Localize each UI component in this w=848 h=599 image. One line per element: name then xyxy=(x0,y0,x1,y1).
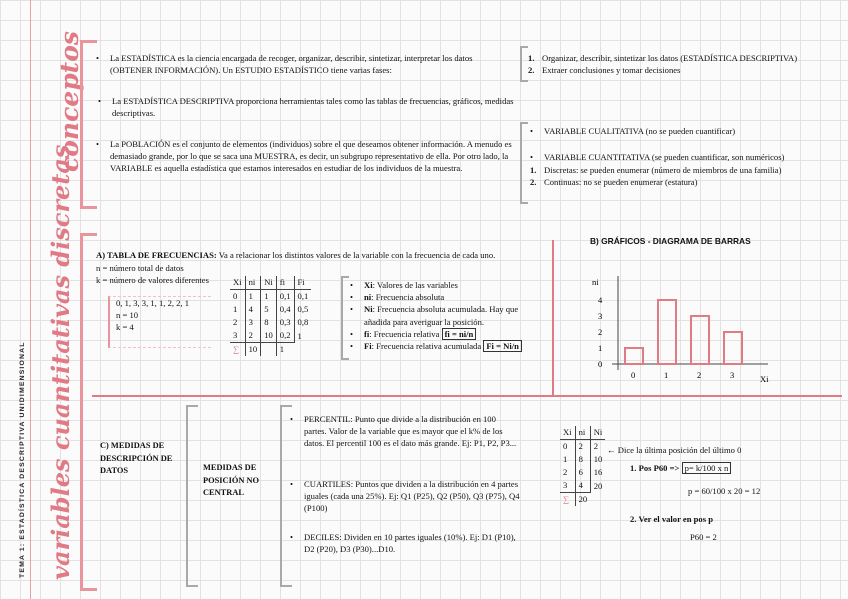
example-k: k = 4 xyxy=(116,322,134,333)
variable-qualitative: • VARIABLE CUALITATIVA (no se pueden cuantificar) xyxy=(544,125,834,137)
table-row: 1 4 5 0,4 0,5 xyxy=(230,303,311,316)
table-header-row xyxy=(230,276,311,290)
phases-bracket xyxy=(520,46,528,82)
n-definition: n = número total de datos xyxy=(96,263,184,273)
type-item: 1. Discretas: se pueden enumerar (número de miembros de una familia) xyxy=(530,165,782,175)
example-data: 0, 1, 3, 3, 1, 1, 2, 2, 1 xyxy=(116,298,190,308)
table-row: 2 6 16 xyxy=(560,466,605,479)
concepts-bracket xyxy=(80,40,97,209)
type-item: 2. Continuas: no se pueden enumerar (estatura) xyxy=(530,177,698,188)
Fi-formula: Fi = Ni/n xyxy=(483,340,522,352)
legend-item: • Xi: Valores de las variables xyxy=(364,279,544,291)
freq-legend xyxy=(364,279,544,352)
y-tick-label: 0 xyxy=(598,359,603,369)
phase-item: 2. Extraer conclusiones y tomar decisiones xyxy=(528,65,681,76)
header-xi: Xi xyxy=(230,276,245,290)
measures-bracket xyxy=(186,405,198,587)
header-ni: ni xyxy=(245,276,261,290)
y-tick-label: 1 xyxy=(598,343,603,353)
section-title-variables: variables cuantitativas discretas xyxy=(46,144,75,580)
example-table xyxy=(560,426,605,506)
freq-section-title: A) TABLA DE FRECUENCIAS: Va a relacionar los distintos valores de la variable con la frecuencia de cada uno. xyxy=(96,250,496,260)
x-tick-label: 0 xyxy=(631,370,636,380)
y-tick-label: 3 xyxy=(598,311,603,321)
variable-quantitative: • VARIABLE CUANTITATIVA (se pueden cuantificar, son numéricos) xyxy=(544,151,844,163)
concept-descriptive: • La ESTADÍSTICA DESCRIPTIVA proporciona herramientas tales como las tablas de frecuencias, gráficos, medidas descriptivas. xyxy=(112,95,532,119)
bar xyxy=(691,316,709,364)
measures-title: C) MEDIDAS DE DESCRIPCIÓN DE DATOS xyxy=(100,441,173,476)
total-ni: 10 xyxy=(245,343,261,357)
table-row: 0 1 1 0,1 0,1 xyxy=(230,290,311,304)
bar xyxy=(625,348,643,364)
example-note: ← Dice la última posición del último 0 xyxy=(607,445,742,455)
variable-types-bracket xyxy=(520,122,528,204)
y-axis-label: ni xyxy=(592,277,599,287)
x-tick-label: 3 xyxy=(730,370,735,380)
phases-list xyxy=(528,52,843,76)
table-total-row: ∑ 20 xyxy=(560,493,605,507)
y-tick-label: 4 xyxy=(598,295,603,305)
header-fi: fi xyxy=(276,276,294,290)
example-n: n = 10 xyxy=(116,310,139,321)
example-step1: 1. Pos P60 => p= k/100 x n xyxy=(630,462,731,474)
vertical-divider xyxy=(552,240,554,395)
example-result: P60 = 2 xyxy=(690,532,717,542)
example-data-box xyxy=(108,296,211,348)
topic-label: TEMA 1: ESTADÍSTICA DESCRIPTIVA UNIDIMENSIONAL xyxy=(19,341,26,578)
fi-formula: fi = ni/n xyxy=(442,328,477,340)
y-tick-label: 2 xyxy=(598,327,603,337)
section-title-conceptos: conceptos xyxy=(55,31,84,172)
header-Ni: Ni xyxy=(261,276,277,290)
k-definition: k = número de valores diferentes xyxy=(96,275,209,285)
concept-population: • La POBLACIÓN es el conjunto de elementos (individuos) sobre el que deseamos obtener información. A menudo es demasiado grande, por lo que se saca una MUESTRA, es decir, un subgrupo representativo de ella. Por otro lado, la VARIABLE es aquella estadística que estamos interesados en estudiar de los individuos de la muestra. xyxy=(110,138,515,175)
total-fi: 1 xyxy=(276,343,294,357)
table-total-row: ∑ 10 1 xyxy=(230,343,311,357)
legend-item: • Fi: Frecuencia relativa acumulada Fi = Ni/n xyxy=(364,340,544,352)
phase-item: 1. Organizar, describir, sintetizar los datos (ESTADÍSTICA DESCRIPTIVA) xyxy=(528,53,798,63)
percentile-bracket xyxy=(280,405,292,587)
horizontal-divider xyxy=(92,395,842,397)
quantitative-types-list xyxy=(530,164,845,188)
legend-item: • fi: Frecuencia relativa fi = ni/n xyxy=(364,328,544,340)
frequency-table xyxy=(230,276,311,356)
bar-chart xyxy=(578,252,778,392)
bar xyxy=(724,332,742,364)
deciles-definition: • DECILES: Dividen en 10 partes iguales (10%). Ej: D1 (P10), D2 (P20), D3 (P30)...D10. xyxy=(304,531,519,555)
margin-line xyxy=(30,0,31,599)
x-tick-label: 1 xyxy=(664,370,669,380)
bar xyxy=(658,300,676,364)
variables-bracket xyxy=(80,233,97,591)
table-row: 1 8 10 xyxy=(560,453,605,466)
legend-item: • ni: Frecuencia absoluta xyxy=(364,291,544,303)
legend-item: • Ni: Frecuencia absoluta acumulada. Hay que añadida para averiguar la posición. xyxy=(364,303,544,327)
x-axis-label: Xi xyxy=(760,374,769,384)
table-row: 3 4 20 xyxy=(560,479,605,493)
table-row: 2 3 8 0,3 0,8 xyxy=(230,316,311,329)
example-step2: 2. Ver el valor en pos p xyxy=(630,514,714,524)
table-row: 3 2 10 0,2 1 xyxy=(230,329,311,343)
legend-bracket xyxy=(341,276,349,360)
table-header-row: Xi ni Ni xyxy=(560,426,605,440)
table-row: 0 2 2 xyxy=(560,440,605,454)
x-tick-label: 2 xyxy=(697,370,702,380)
example-calc: p = 60/100 x 20 = 12 xyxy=(688,486,761,496)
concept-statistics: • La ESTADÍSTICA es la ciencia encargada de recoger, organizar, describir, sintetizar, interpretar los datos (OBTENER INFORMACIÓN). Un ESTUDIO ESTADÍSTICO tiene varias fases: xyxy=(110,52,515,76)
chart-title: B) GRÁFICOS - DIAGRAMA DE BARRAS xyxy=(590,236,751,246)
percentil-definition: • PERCENTIL: Punto que divide a la distribución en 100 partes. Valor de la variable que es mayor que el k% de los datos. El percentil 100 es el dato más grande. Ej: P1, P2, P3... xyxy=(304,413,519,450)
cuartiles-definition: • CUARTILES: Puntos que dividen a la distribución en 4 partes iguales (cada una 25%). Ej: Q1 (P25), Q2 (P50), Q3 (P75), Q4 (P100) xyxy=(304,478,532,515)
measures-subtitle: MEDIDAS DE POSICIÓN NO CENTRAL xyxy=(203,463,260,498)
header-Fi: Fi xyxy=(294,276,311,290)
